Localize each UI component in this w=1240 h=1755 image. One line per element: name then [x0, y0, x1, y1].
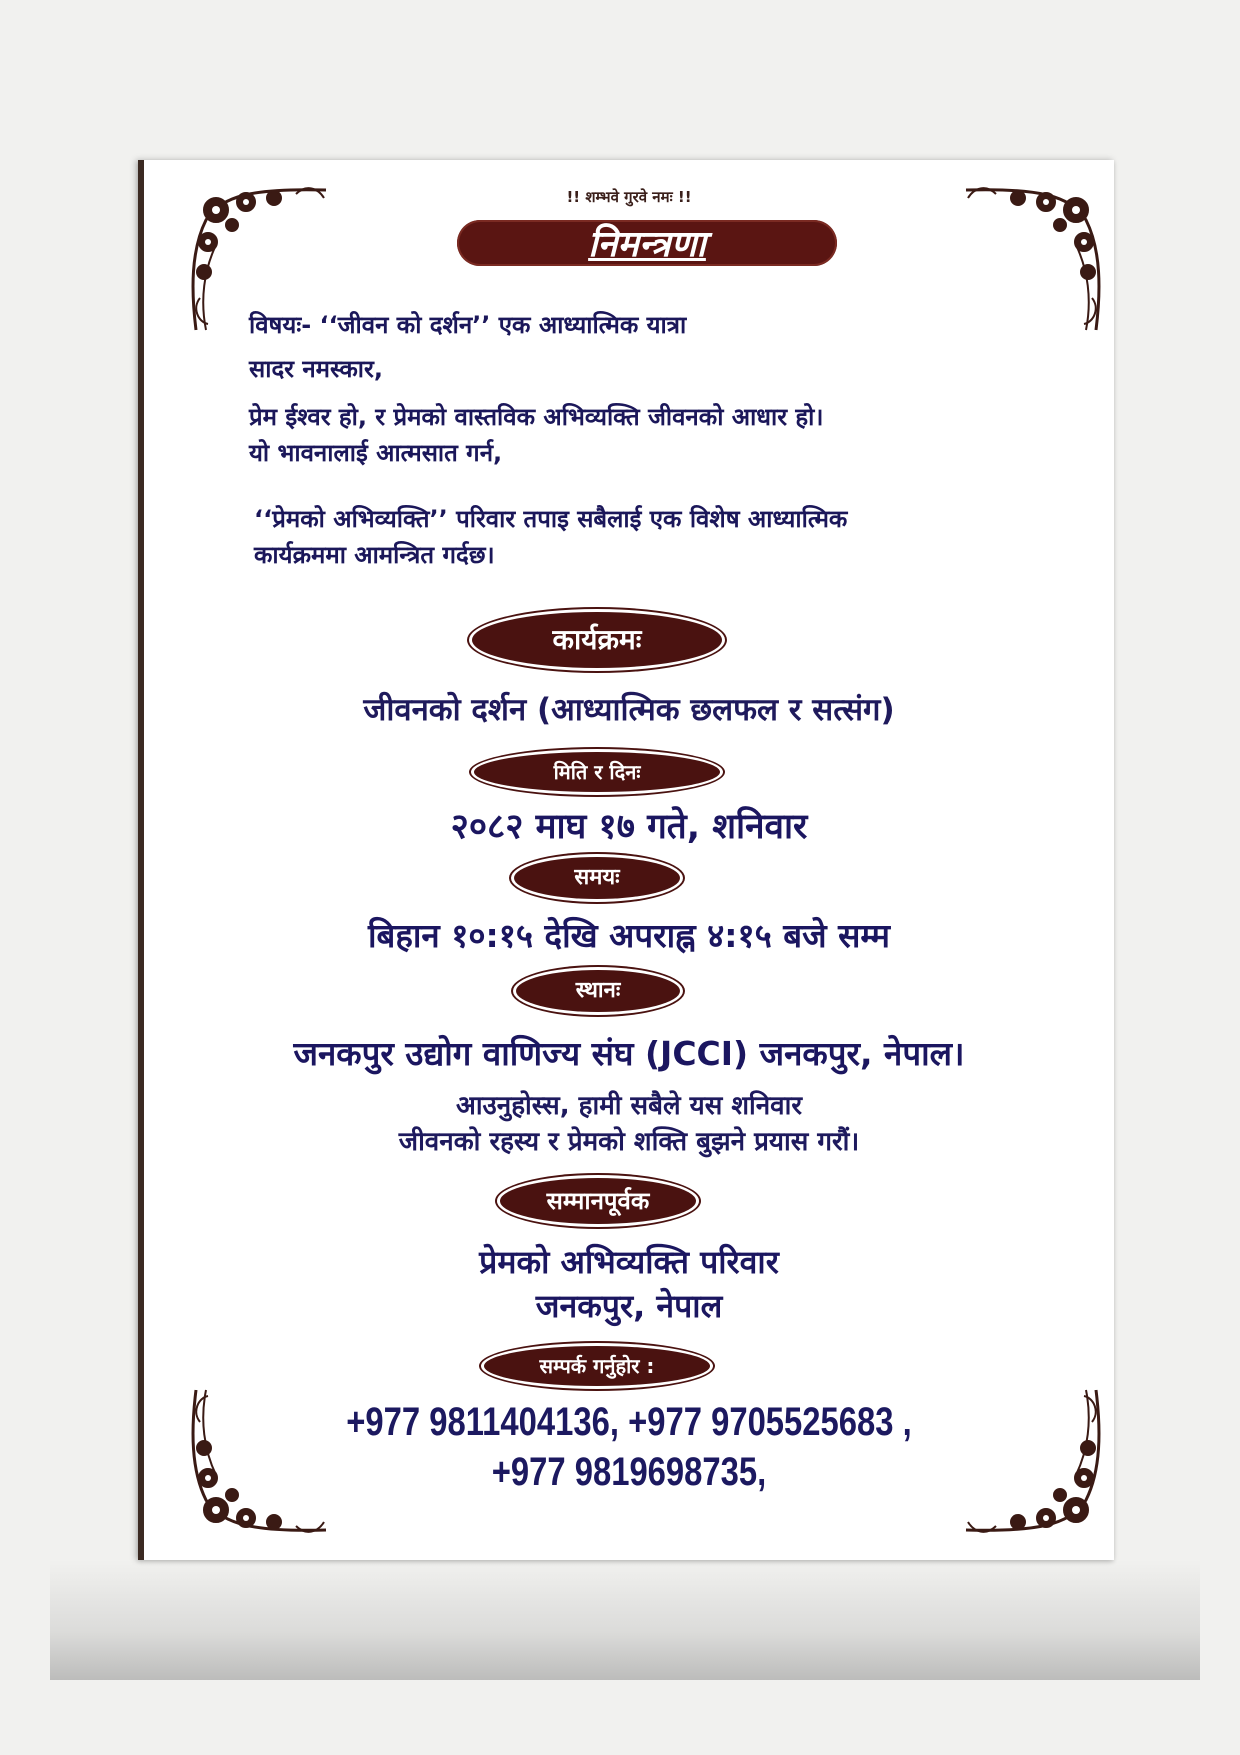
contact-label-badge	[484, 1346, 710, 1386]
program-title: जीवनको दर्शन (आध्यात्मिक छलफल र सत्संग)	[363, 692, 895, 728]
program-label-badge	[472, 612, 722, 668]
phone-numbers-line-1: +977 9811404136, +977 9705525683 ,	[346, 1400, 912, 1444]
invitation-card	[138, 160, 1114, 1560]
contact-label: सम्पर्क गर्नुहोर :	[539, 1354, 655, 1378]
time-value: बिहान १०:१५ देखि अपराह्न ४:१५ बजे सम्म	[367, 916, 891, 955]
time-label: समयः	[574, 865, 620, 890]
venue-value: जनकपुर उद्योग वाणिज्य संघ (JCCI) जनकपुर, नेपाल।	[293, 1034, 965, 1073]
venue-label: स्थानः	[575, 978, 621, 1003]
body-line-4: कार्यक्रममा आमन्त्रित गर्दछ।	[254, 541, 495, 569]
phone-numbers-line-2: +977 9819698735,	[491, 1450, 767, 1494]
date-label-badge	[474, 752, 720, 792]
blessing-text: !! शम्भवे गुरवे नमः !!	[566, 188, 692, 206]
body-line-2: यो भावनालाई आत्मसात गर्न,	[249, 439, 503, 467]
organizer-name: प्रेमको अभिव्यक्ति परिवार	[479, 1243, 779, 1281]
program-label: कार्यक्रमः	[552, 623, 642, 656]
organizer-place: जनकपुर, नेपाल	[535, 1287, 723, 1325]
subject-line: विषयः- ‘‘जीवन को दर्शन’’ एक आध्यात्मिक यात्रा	[249, 311, 687, 339]
scan-shadow	[50, 1560, 1200, 1680]
time-label-badge	[514, 857, 680, 899]
date-value: २०८२ माघ १७ गते, शनिवार	[450, 807, 808, 847]
title-banner	[457, 212, 837, 274]
invitation-title: निमन्त्रणा	[588, 224, 706, 265]
regards-label-badge	[500, 1178, 696, 1224]
regards-label: सम्मानपूर्वक	[546, 1187, 650, 1215]
invite-line-1: आउनुहोस्स, हामी सबैले यस शनिवार	[455, 1091, 803, 1121]
body-line-3: ‘‘प्रेमको अभिव्यक्ति’’ परिवार तपाइ सबैलाई एक विशेष आध्यात्मिक	[254, 505, 848, 533]
date-label: मिति र दिनः	[553, 760, 641, 784]
greeting: सादर नमस्कार,	[249, 355, 383, 383]
invite-line-2: जीवनको रहस्य र प्रेमको शक्ति बुझने प्रयास गरौं।	[398, 1127, 860, 1157]
venue-label-badge	[516, 970, 680, 1012]
body-line-1: प्रेम ईश्वर हो, र प्रेमको वास्तविक अभिव्यक्ति जीवनको आधार हो।	[249, 403, 824, 431]
